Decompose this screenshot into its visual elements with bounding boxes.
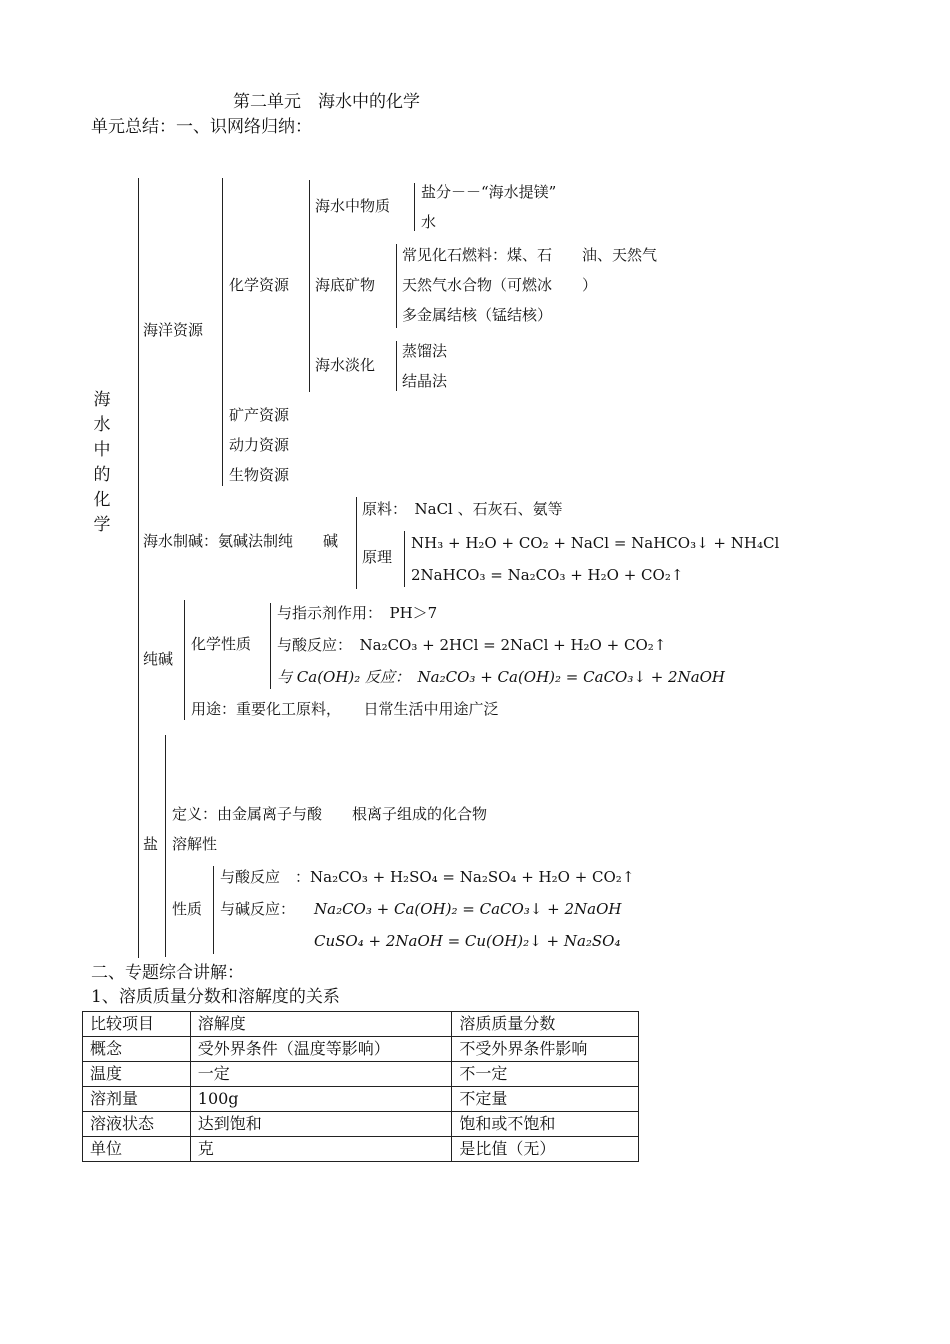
table-row [83,1037,639,1062]
root-brace [138,178,139,958]
sea-matter-item: 水 [421,213,437,231]
table-row [83,1062,639,1087]
table-cell: 概念 [83,1037,191,1062]
table-cell: 温度 [83,1062,191,1087]
table-cell: 溶液状态 [83,1112,191,1137]
equation-2: 2NaHCO₃ = Na₂CO₃ + H₂O + CO₂↑ [411,566,684,584]
sea-matter-label: 海水中物质 [315,197,391,215]
table-cell: 不一定 [452,1062,639,1087]
equation-1: NH₃ + H₂O + CO₂ + NaCl = NaHCO₃↓ + NH₄Cl [411,534,780,552]
bio-resources: 生物资源 [229,466,290,484]
section-2-1-heading: 1、溶质质量分数和溶解度的关系 [91,987,340,1007]
seabed-item: 常见化石燃料：煤、石 油、天然气 [402,246,658,264]
ocean-brace [222,178,223,486]
chem-prop-label: 化学性质 [191,635,252,653]
desal-item: 蒸馏法 [402,342,448,360]
mineral-resources: 矿产资源 [229,406,290,424]
seabed-label: 海底矿物 [315,276,376,294]
table-cell: 达到饱和 [190,1112,452,1137]
table-row [83,1112,639,1137]
desal-label: 海水淡化 [315,356,376,374]
soda-making-brace [356,497,357,589]
salt-prop-brace [213,866,214,954]
salt-solubility: 溶解性 [172,835,218,853]
desal-item: 结晶法 [402,372,448,390]
table-cell: 单位 [83,1137,191,1162]
soda-making-label: 海水制碱：氨碱法制纯 碱 [143,532,339,550]
salt-base-label: 与碱反应： [220,900,296,918]
raw-materials: 原料： NaCl 、石灰石、氨等 [362,500,563,518]
indicator-reaction: 与指示剂作用： PH＞7 [277,604,438,622]
desal-brace [396,341,397,391]
section-2-heading: 二、专题综合讲解： [91,963,244,983]
table-cell: 比较项目 [83,1012,191,1037]
seabed-item: 多金属结核（锰结核） [402,306,553,324]
chem-brace [309,180,310,392]
table-cell: 100g [190,1087,452,1112]
salt-acid-reaction: 与酸反应 ：Na₂CO₃ + H₂SO₄ = Na₂SO₄ + H₂O + CO₂↑ [220,868,635,886]
table-cell: 饱和或不饱和 [452,1112,639,1137]
comparison-table [82,1011,639,1162]
principle-brace [404,531,405,587]
table-cell: 是比值（无） [452,1137,639,1162]
base-reaction: 与 Ca(OH)₂ 反应： Na₂CO₃ + Ca(OH)₂ = CaCO₃↓ + 2NaOH [277,668,726,686]
root-label: 海 水 中 的 化 学 [93,390,111,535]
table-cell: 不受外界条件影响 [452,1037,639,1062]
salt-base-eq2: CuSO₄ + 2NaOH = Cu(OH)₂↓ + Na₂SO₄ [314,932,621,950]
soda-use: 用途：重要化工原料， 日常生活中用途广泛 [191,700,499,718]
salt-brace [165,735,166,957]
salt-base-eq1: Na₂CO₃ + Ca(OH)₂ = CaCO₃↓ + 2NaOH [314,900,622,918]
seabed-brace [396,244,397,328]
page-title: 第二单元 海水中的化学 [233,92,420,112]
table-cell: 克 [190,1137,452,1162]
sea-matter-item: 盐分－－“海水提镁” [421,183,557,201]
acid-reaction: 与酸反应： Na₂CO₃ + 2HCl = 2NaCl + H₂O + CO₂↑ [277,636,667,654]
table-row [83,1137,639,1162]
table-row [83,1087,639,1112]
seabed-item: 天然气水合物（可燃冰 ） [402,276,598,294]
table-cell: 受外界条件（温度等影响） [190,1037,452,1062]
table-cell: 溶质质量分数 [452,1012,639,1037]
table-cell: 溶剂量 [83,1087,191,1112]
table-row [83,1012,639,1037]
table-cell: 不定量 [452,1087,639,1112]
table-cell: 溶解度 [190,1012,452,1037]
soda-brace [184,600,185,720]
sea-matter-brace [414,183,415,231]
chem-resources-label: 化学资源 [229,276,290,294]
summary-heading: 单元总结：一、识网络归纳： [91,117,312,137]
chem-prop-brace [270,603,271,689]
salt-label: 盐 [143,835,159,853]
soda-label: 纯碱 [143,650,174,668]
table-cell: 一定 [190,1062,452,1087]
principle-label: 原理 [362,548,393,566]
ocean-label: 海洋资源 [143,321,204,339]
salt-definition: 定义：由金属离子与酸 根离子组成的化合物 [172,805,488,823]
power-resources: 动力资源 [229,436,290,454]
salt-prop-label: 性质 [172,900,203,918]
